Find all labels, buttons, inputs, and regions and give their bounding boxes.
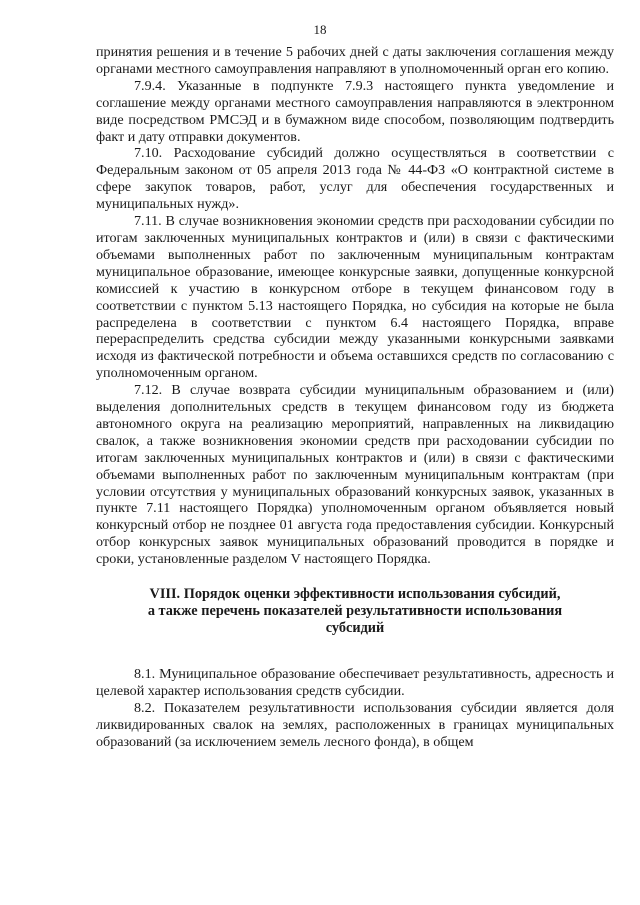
paragraph-7-10: 7.10. Расходование субсидий должно осуществляться в соответствии с Федеральным законом от 05 апреля 2013 года № 44-ФЗ «О контрактной системе в сфере закупок товаров, работ, услуг для обеспечения государственных и муниципальных нужд». [96,145,614,213]
paragraph-8-2: 8.2. Показателем результативности использования субсидии является доля ликвидированных свалок на землях, расположенных в границах муниципальных образований (за исключением земель лесного фонда), в общем [96,699,614,750]
section-heading-line: VIII. Порядок оценки эффективности использования субсидий, [149,586,561,603]
paragraph-8-1: 8.1. Муниципальное образование обеспечивает результативность, адресность и целевой характер использования средств субсидии. [96,666,614,699]
section-heading-line: субсидий [325,620,385,637]
document-body [96,44,614,751]
paragraph-7-11: 7.11. В случае возникновения экономии средств при расходовании субсидии по итогам заключенных муниципальных контрактов и (или) в связи с фактическими объемами выполненных работ по заключенным муниципальным контрактам муниципальное образование, имеющее конкурсные заявки, допущенные конкурсной комиссией к участию в конкурсном отборе в текущем финансовом году в соответствии с пунктом 5.13 настоящего Порядка, но субсидия на которые не была распределена в соответствии с пунктом 6.4 настоящего Порядка, вправе перераспределить средства субсидии между указанными конкурсными заявками исходя из фактической потребности и объема оставшихся средств по согласованию с уполномоченным органом. [96,213,614,382]
page-number: 18 [313,22,327,37]
paragraph-7-12: 7.12. В случае возврата субсидии муниципальным образованием и (или) выделения дополнительных средств в текущем финансовом году из бюджета автономного округа на реализацию мероприятий, направленных на ликвидацию свалок, а также возникновения экономии средств при расходовании субсидии по итогам заключенных муниципальных контрактов и (или) в связи с фактическими объемами выполненных работ по заключенным муниципальным контрактам (при условии отсутствия у муниципальных образований конкурсных заявок, указанных в пункте 7.11 настоящего Порядка) уполномоченным органом объявляется новый конкурсный отбор не позднее 01 августа года предоставления субсидии. Конкурсный отбор конкурсных заявок муниципальных образований проводится в порядке и сроки, установленные разделом V настоящего Порядка. [96,382,614,568]
section-heading [96,586,614,637]
paragraph-7-9-4: 7.9.4. Указанные в подпункте 7.9.3 настоящего пункта уведомление и соглашение между органами местного самоуправления направляются в электронном виде посредством РМСЭД и в бумажном виде способом, позволяющим подтвердить факт и дату отправки документов. [96,77,614,145]
paragraph-continuation: принятия решения и в течение 5 рабочих дней с даты заключения соглашения между органами местного самоуправления направляют в уполномоченный орган его копию. [96,44,614,77]
section-heading-line: а также перечень показателей результативности использования [147,603,563,620]
